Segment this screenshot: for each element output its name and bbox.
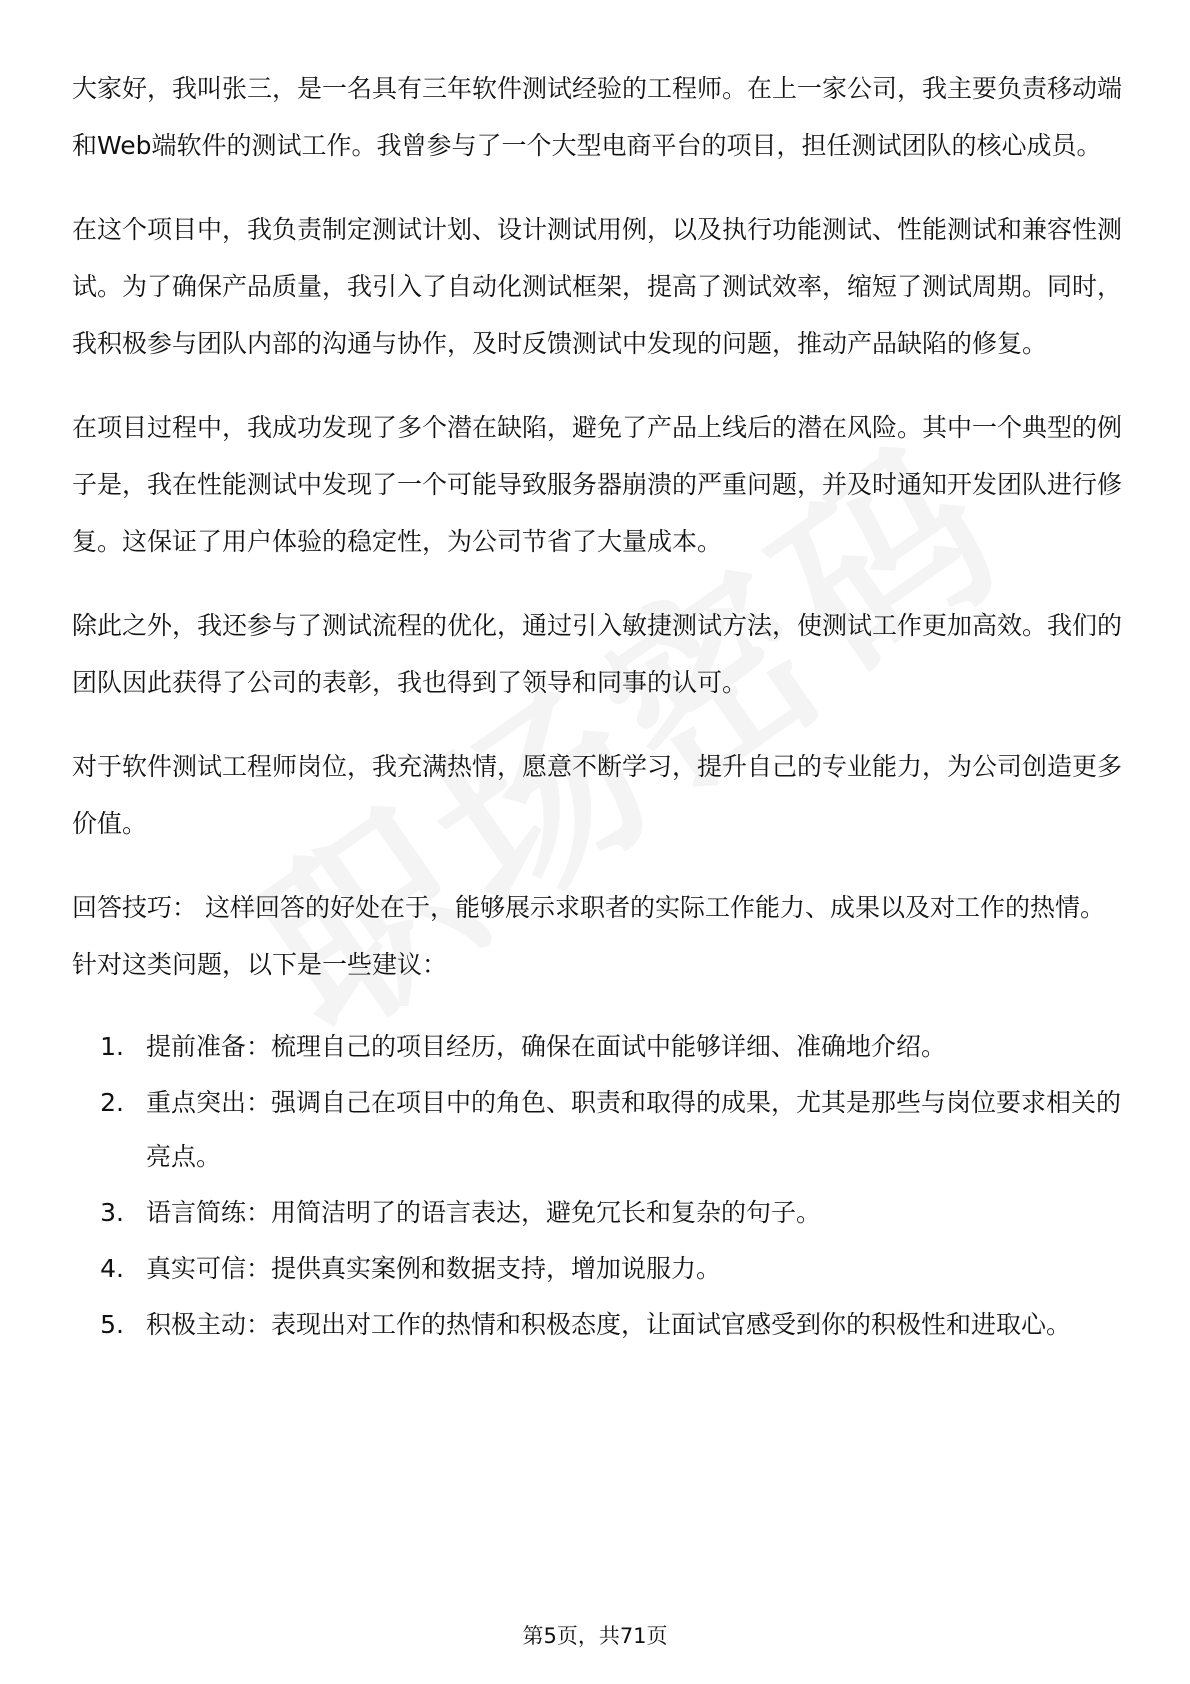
tips-list [72,1020,1122,1352]
list-item [72,1020,1122,1074]
paragraph-intro: 大家好，我叫张三，是一名具有三年软件测试经验的工程师。在上一家公司，我主要负责移动端和Web端软件的测试工作。我曾参与了一个大型电商平台的项目，担任测试团队的核心成员。 [72,74,1123,160]
paragraph-project: 在这个项目中，我负责制定测试计划、设计测试用例，以及执行功能测试、性能测试和兼容性测试。为了确保产品质量，我引入了自动化测试框架，提高了测试效率，缩短了测试周期。同时，我积极参与团队内部的沟通与协作，及时反馈测试中发现的问题，推动产品缺陷的修复。 [72,215,1123,358]
list-item [72,1186,1122,1240]
list-item-number: 3. [100,1198,124,1227]
paragraph-process: 除此之外，我还参与了测试流程的优化，通过引入敏捷测试方法，使测试工作更加高效。我们的团队因此获得了公司的表彰，我也得到了领导和同事的认可。 [72,611,1123,697]
list-item-number: 4. [100,1254,124,1283]
paragraph-tips-intro: 回答技巧： 这样回答的好处在于，能够展示求职者的实际工作能力、成果以及对工作的热情。针对这类问题，以下是一些建议： [72,893,1105,979]
list-item [72,1298,1122,1352]
document-body [72,60,1122,1354]
list-item [72,1076,1122,1184]
list-item-text: 真实可信：提供真实案例和数据支持，增加说服力。 [146,1254,722,1283]
list-item-number: 2. [100,1088,124,1117]
list-item-text: 提前准备：梳理自己的项目经历，确保在面试中能够详细、准确地介绍。 [146,1032,947,1061]
list-item [72,1242,1122,1296]
paragraph-motivation: 对于软件测试工程师岗位，我充满热情，愿意不断学习，提升自己的专业能力，为公司创造更多价值。 [72,752,1123,838]
list-item-number: 1. [100,1032,124,1061]
list-item-text: 积极主动：表现出对工作的热情和积极态度，让面试官感受到你的积极性和进取心。 [146,1310,1072,1339]
list-item-text: 语言简练：用简洁明了的语言表达，避免冗长和复杂的句子。 [146,1198,822,1227]
list-item-number: 5. [100,1310,124,1339]
paragraph-result: 在项目过程中，我成功发现了多个潜在缺陷，避免了产品上线后的潜在风险。其中一个典型的例子是，我在性能测试中发现了一个可能导致服务器崩溃的严重问题，并及时通知开发团队进行修复。这保证了用户体验的稳定性，为公司节省了大量成本。 [72,413,1123,556]
page-footer: 第5页，共71页 [522,1624,668,1648]
list-item-text: 重点突出：强调自己在项目中的角色、职责和取得的成果，尤其是那些与岗位要求相关的亮点。 [146,1088,1122,1171]
